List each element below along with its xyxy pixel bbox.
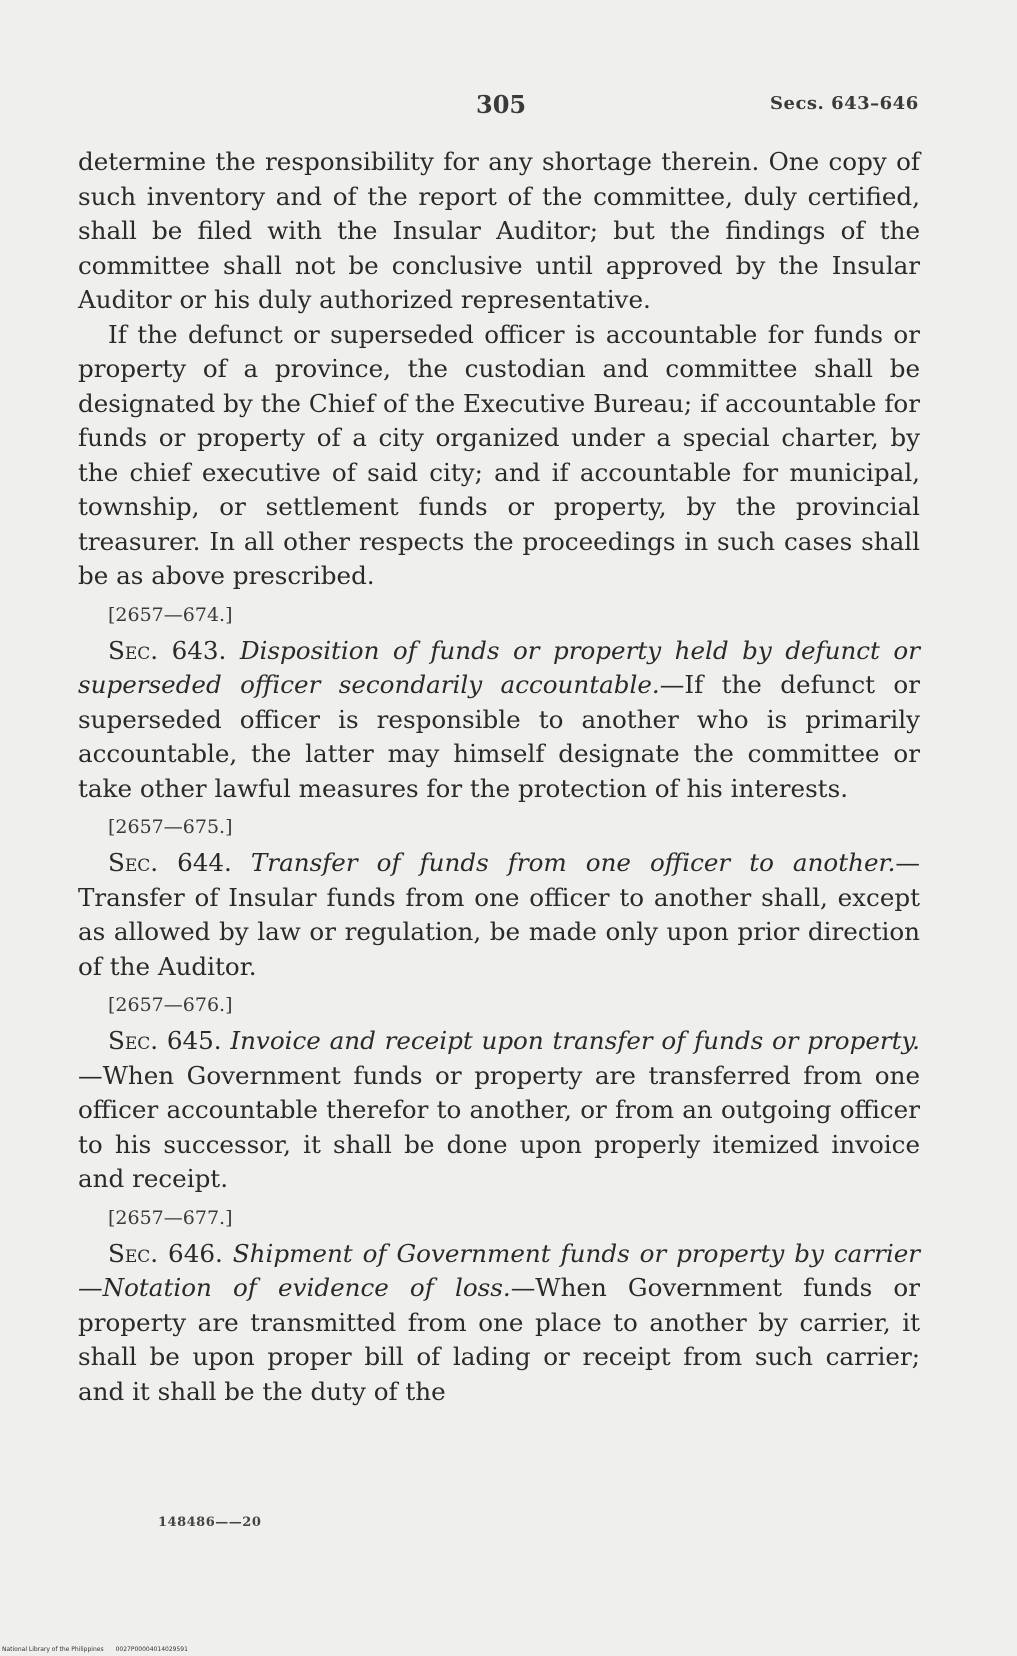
section-text: —Transfer of Insular funds from one officer to another shall, except as allowed by law or regulation, be made only upon prior direction of the Auditor. (78, 848, 920, 981)
library-name: National Library of the Philippines (2, 1646, 104, 1653)
section-heading: Invoice and receipt upon transfer of funds or property. (230, 1026, 920, 1055)
citation-674: [2657—674.] (108, 603, 233, 626)
citation-677: [2657—677.] (108, 1206, 233, 1229)
section-643 (78, 634, 920, 807)
paragraph-jurisdiction: If the defunct or superseded officer is accountable for funds or property of a province, the custodian and committee shall be designated by the Chief of the Executive Bureau; if accountable for funds or property of a city organized under a special charter, by the chief executive of said city; and if accountable for municipal, township, or settlement funds or property, by the provincial treasurer. In all other respects the proceedings in such cases shall be as above prescribed. (78, 319, 920, 590)
page-header (0, 90, 1017, 130)
section-text: —When Government funds or property are transferred from one officer accountable therefor to another, or from an outgoing officer to his successor, it shall be done upon properly itemized invoice and receipt. (78, 1060, 920, 1193)
section-text: —If the defunct or superseded officer is responsible to another who is primarily accountable, the latter may himself designate the committee or take other lawful measures for the protection of his interests. (78, 670, 920, 803)
section-645 (78, 1024, 920, 1197)
citation-676: [2657—676.] (108, 994, 233, 1016)
section-644 (78, 846, 920, 984)
body-text (78, 145, 920, 1409)
section-heading: Transfer of funds from one officer to another. (250, 848, 896, 877)
library-stamp (2, 1646, 188, 1653)
page-number: 305 (476, 90, 527, 119)
scan-id: 0027P00004014029591 (115, 1646, 188, 1653)
section-646 (78, 1237, 920, 1410)
section-text: —When Government funds or property are transmitted from one place to another by carrier, it shall be upon proper bill of lading or receipt from such carrier; and it shall be the duty of the (78, 1273, 920, 1406)
citation-675: [2657—675.] (108, 816, 233, 838)
section-heading: Shipment of Government funds or property by carrier—Notation of evidence of loss. (78, 1238, 920, 1302)
section-label: Sec. 644. (108, 848, 232, 877)
section-label: Sec. 645. (108, 1026, 222, 1055)
section-range: Secs. 643–646 (770, 93, 919, 114)
section-label: Sec. 643. (108, 635, 227, 665)
section-heading: Disposition of funds or property held by defunct or superseded officer secondarily accountable. (78, 635, 920, 699)
printer-signature: 148486——20 (158, 1515, 262, 1530)
paragraph-continuation: determine the responsibility for any shortage therein. One copy of such inventory and of the report of the committee, duly certified, shall be filed with the Insular Auditor; but the findings of the committee shall not be conclusive until approved by the Insular Auditor or his duly authorized representative. (78, 147, 920, 314)
section-label: Sec. 646. (108, 1238, 223, 1268)
